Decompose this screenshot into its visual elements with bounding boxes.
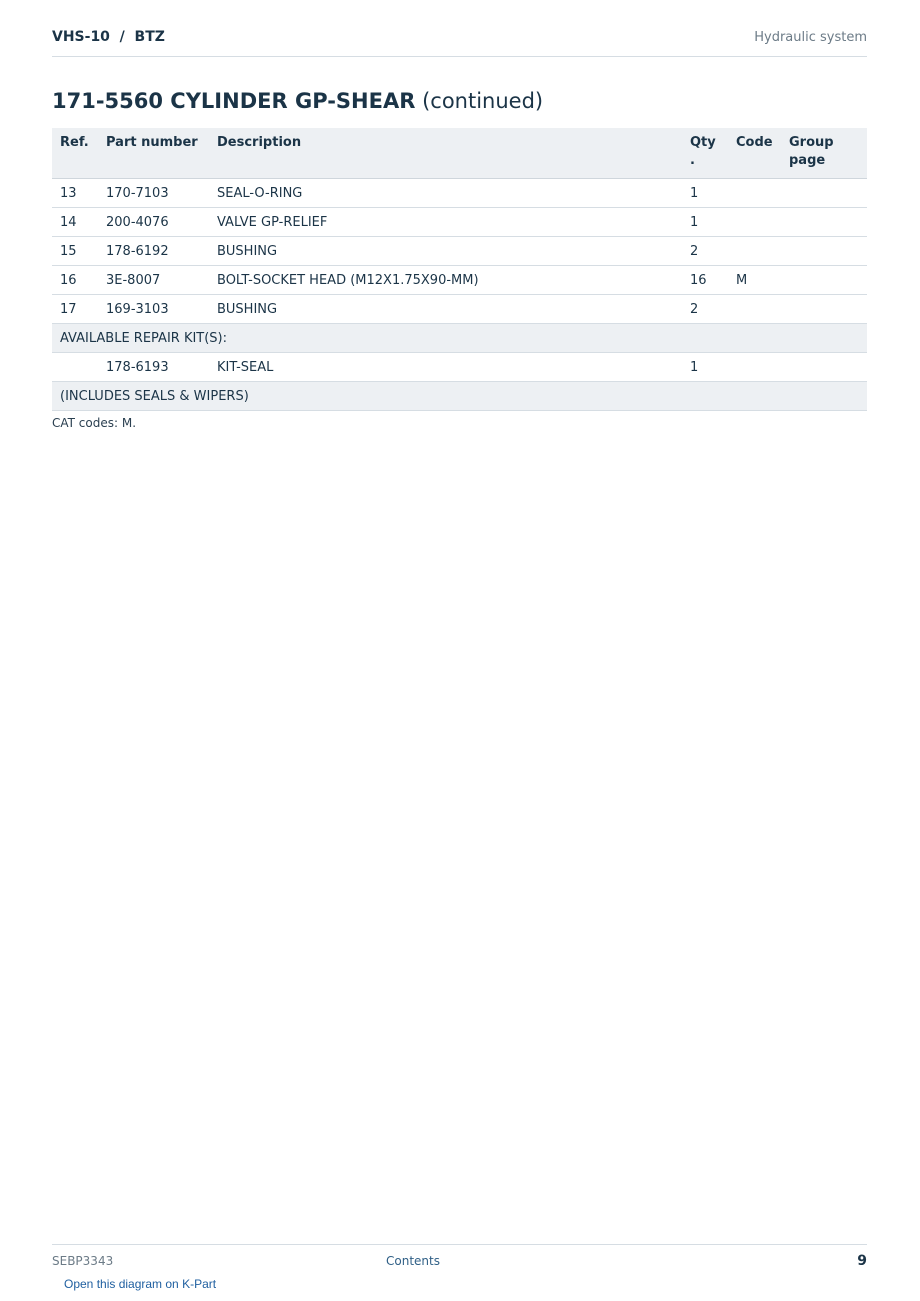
page-footer <box>52 1244 867 1301</box>
qty-cell: 2 <box>682 237 728 266</box>
col-header-part-number: Part number <box>98 128 209 179</box>
contents-link[interactable]: Contents <box>386 1254 440 1268</box>
part-number-cell: 178-6193 <box>98 353 209 382</box>
ref-cell: 13 <box>52 179 98 208</box>
description-cell: SEAL-O-RING <box>209 179 682 208</box>
part-number-cell: 3E-8007 <box>98 266 209 295</box>
page-number: 9 <box>857 1253 867 1269</box>
group-page-cell <box>781 208 867 237</box>
table-row <box>52 179 867 208</box>
group-page-cell <box>781 353 867 382</box>
qty-cell: 16 <box>682 266 728 295</box>
part-number-cell: 200-4076 <box>98 208 209 237</box>
ref-cell: 15 <box>52 237 98 266</box>
ref-cell <box>52 353 98 382</box>
ref-cell: 14 <box>52 208 98 237</box>
code-cell: M <box>728 266 781 295</box>
description-cell: VALVE GP-RELIEF <box>209 208 682 237</box>
table-row <box>52 353 867 382</box>
code-cell <box>728 353 781 382</box>
description-cell: BUSHING <box>209 295 682 324</box>
model-breadcrumb: VHS-10 / BTZ <box>52 29 165 45</box>
description-cell: BUSHING <box>209 237 682 266</box>
ref-cell: 17 <box>52 295 98 324</box>
col-header-ref: Ref. <box>52 128 98 179</box>
part-number-cell: 169-3103 <box>98 295 209 324</box>
group-page-cell <box>781 237 867 266</box>
col-header-description: Description <box>209 128 682 179</box>
page-header <box>52 0 867 57</box>
table-row <box>52 266 867 295</box>
qty-cell: 1 <box>682 179 728 208</box>
section-name: Hydraulic system <box>754 30 867 45</box>
table-row <box>52 295 867 324</box>
title-suffix: (continued) <box>415 89 544 113</box>
part-number-cell: 170-7103 <box>98 179 209 208</box>
code-cell <box>728 295 781 324</box>
col-header-group-page: Group page <box>781 128 867 179</box>
part-number-cell: 178-6192 <box>98 237 209 266</box>
table-row <box>52 237 867 266</box>
code-cell <box>728 237 781 266</box>
page-title <box>52 89 543 113</box>
table-note-row <box>52 382 867 411</box>
document-code: SEBP3343 <box>52 1254 114 1268</box>
code-cell <box>728 179 781 208</box>
table-row <box>52 208 867 237</box>
title-main: 171-5560 CYLINDER GP-SHEAR <box>52 89 416 113</box>
note-text: AVAILABLE REPAIR KIT(S): <box>52 324 867 353</box>
qty-cell: 2 <box>682 295 728 324</box>
group-page-cell <box>781 266 867 295</box>
description-cell: KIT-SEAL <box>209 353 682 382</box>
parts-table-body <box>52 179 867 411</box>
group-page-cell <box>781 295 867 324</box>
code-cell <box>728 208 781 237</box>
col-header-qty: Qty . <box>682 128 728 179</box>
cat-codes: CAT codes: M. <box>52 416 137 430</box>
col-header-code: Code <box>728 128 781 179</box>
note-text: (INCLUDES SEALS & WIPERS) <box>52 382 867 411</box>
qty-cell: 1 <box>682 353 728 382</box>
table-note-row <box>52 324 867 353</box>
qty-cell: 1 <box>682 208 728 237</box>
parts-table <box>52 128 867 411</box>
description-cell: BOLT-SOCKET HEAD (M12X1.75X90-MM) <box>209 266 682 295</box>
group-page-cell <box>781 179 867 208</box>
table-header-row <box>52 128 867 179</box>
ref-cell: 16 <box>52 266 98 295</box>
kpart-link[interactable]: Open this diagram on K-Part <box>64 1277 217 1291</box>
